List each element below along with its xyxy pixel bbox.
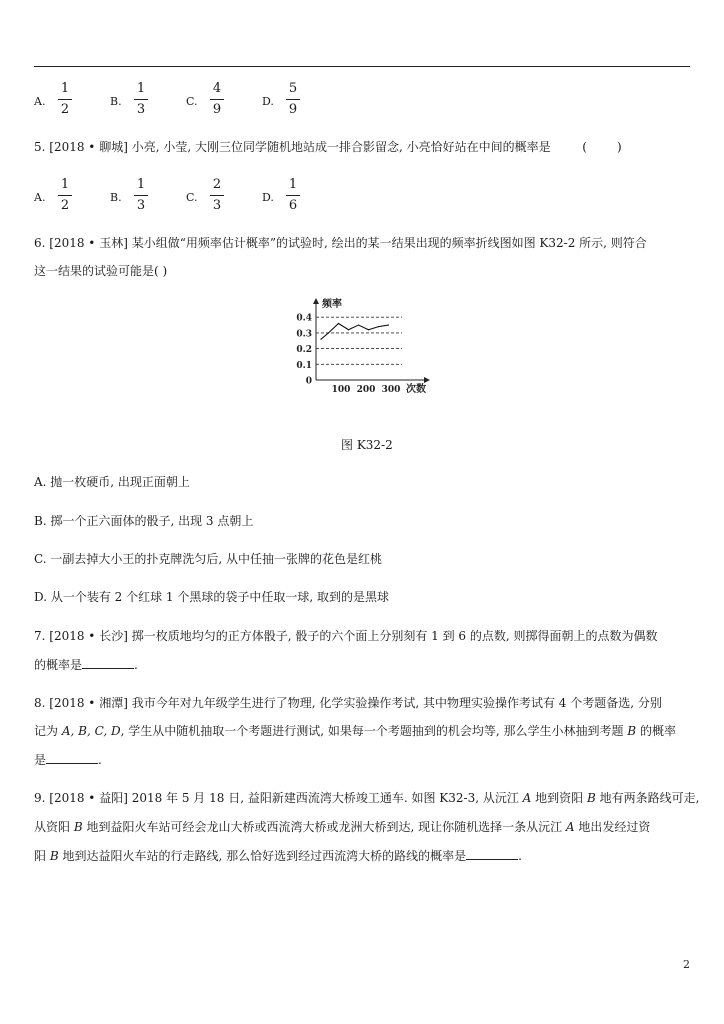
denominator: 6 xyxy=(288,198,298,213)
q5-options xyxy=(34,176,434,220)
frequency-series-line xyxy=(321,323,389,339)
q9-text: 地到资阳 xyxy=(531,791,587,805)
answer-paren-close: ) xyxy=(616,140,622,154)
numerator: 1 xyxy=(136,81,146,96)
period: . xyxy=(134,658,138,672)
fraction xyxy=(286,80,300,119)
option-label: D. xyxy=(262,191,274,204)
denominator: 3 xyxy=(136,102,146,117)
q8-text: , 学生从中随机抽取一个考题进行测试, 如果每一个考题抽到的机会均等, 那么学生小林抽到考题 xyxy=(120,724,628,738)
period: . xyxy=(98,753,102,767)
fraction xyxy=(210,80,224,119)
fraction xyxy=(286,176,300,215)
figure-caption: 图 K32-2 xyxy=(341,438,393,452)
q8-text: 是 xyxy=(34,753,47,767)
q9-text: 地有两条路线可走, xyxy=(595,791,700,805)
x-axis-arrow xyxy=(424,377,430,383)
fraction xyxy=(58,176,72,215)
x-axis-title: 次数 xyxy=(406,384,426,395)
answer-paren-open: ( xyxy=(582,140,587,154)
q6-option-b: B. 掷一个正六面体的骰子, 出现 3 点朝上 xyxy=(34,514,254,528)
math-var: B xyxy=(627,724,637,738)
frequency-line-chart xyxy=(292,292,442,400)
x-tick-label: 300 xyxy=(381,385,401,395)
q6-option-a: A. 抛一枚硬币, 出现正面朝上 xyxy=(34,475,190,489)
numerator: 5 xyxy=(288,81,298,96)
numerator: 2 xyxy=(212,177,222,192)
q6-option-c: C. 一副去掉大小王的扑克牌洗匀后, 从中任抽一张牌的花色是红桃 xyxy=(34,552,383,566)
denominator: 9 xyxy=(212,102,222,117)
math-var: A xyxy=(565,820,575,834)
q8-text: 记为 xyxy=(34,724,62,738)
q7-text: 的概率是 xyxy=(34,658,83,672)
q6-stem-line2: 这一结果的试验可能是( ) xyxy=(34,264,168,278)
math-var: B xyxy=(49,849,59,863)
q4-options xyxy=(34,80,434,124)
answer-blank[interactable] xyxy=(466,849,518,860)
answer-blank[interactable] xyxy=(82,658,134,669)
option-label: D. xyxy=(262,95,274,108)
q8-text: 的概率 xyxy=(636,724,676,738)
q9-text: 9. [2018 • 益阳] 2018 年 5 月 18 日, 益阳新建西流湾大桥竣工通车. 如图 K32-3, 从沅江 xyxy=(34,791,523,805)
math-var: B xyxy=(586,791,596,805)
math-var: A xyxy=(522,791,532,805)
y-tick-label: 0.1 xyxy=(296,360,312,371)
q7-stem-line1: 7. [2018 • 长沙] 掷一枚质地均匀的正方体骰子, 骰子的六个面上分别刻有 1 到 6 的点数, 则掷得面朝上的点数为偶数 xyxy=(34,629,658,643)
fraction xyxy=(134,80,148,119)
denominator: 2 xyxy=(60,102,70,117)
numerator: 1 xyxy=(60,177,70,192)
y-tick-label: 0.2 xyxy=(296,345,312,356)
denominator: 3 xyxy=(212,198,222,213)
fraction xyxy=(134,176,148,215)
q5-prefix: 5. [2018 • 聊城] xyxy=(34,140,128,154)
data-point xyxy=(358,324,359,325)
q9-text: 阳 xyxy=(34,849,50,863)
y-tick-label: 0.3 xyxy=(296,329,312,340)
option-label: C. xyxy=(186,95,198,108)
q8-stem-line2 xyxy=(34,723,676,739)
q9-text: 地到达益阳火车站的行走路线, 那么恰好选到经过西流湾大桥的路线的概率是 xyxy=(58,849,467,863)
q5-text: 小亮, 小莹, 大刚三位同学随机地站成一排合影留念, 小亮恰好站在中间的概率是 xyxy=(131,140,551,154)
denominator: 3 xyxy=(136,198,146,213)
q9-text: 地出发经过资 xyxy=(574,820,651,834)
q9-stem-line3 xyxy=(34,848,522,864)
numerator: 4 xyxy=(212,81,222,96)
answer-blank[interactable] xyxy=(46,753,98,764)
q9-stem-line2 xyxy=(34,819,650,835)
y-axis-title: 频率 xyxy=(322,299,342,310)
numerator: 1 xyxy=(136,177,146,192)
q8-stem-line3 xyxy=(34,752,102,768)
y-axis-arrow xyxy=(313,298,319,304)
q6-stem-line1: 6. [2018 • 玉林] 某小组做“用频率估计概率”的试验时, 绘出的某一结果出现的频率折线图如图 K32-2 所示, 则符合 xyxy=(34,236,647,250)
numerator: 1 xyxy=(288,177,298,192)
numerator: 1 xyxy=(60,81,70,96)
q9-text: 从资阳 xyxy=(34,820,74,834)
period: . xyxy=(518,849,522,863)
q5-stem xyxy=(34,139,622,155)
denominator: 9 xyxy=(288,102,298,117)
y-tick-label: 0.4 xyxy=(296,313,312,324)
option-label: A. xyxy=(34,191,46,204)
q8-stem-line1: 8. [2018 • 湘潭] 我市今年对九年级学生进行了物理, 化学实验操作考试, 其中物理实验操作考试有 4 个考题备选, 分别 xyxy=(34,696,662,710)
data-point xyxy=(368,329,369,330)
option-label: B. xyxy=(110,95,122,108)
data-point xyxy=(388,324,389,325)
x-tick-label: 100 xyxy=(331,385,351,395)
fraction xyxy=(210,176,224,215)
option-label: A. xyxy=(34,95,46,108)
x-tick-label: 200 xyxy=(356,385,376,395)
top-rule xyxy=(34,66,690,67)
math-vars: A, B, C, D xyxy=(61,724,121,738)
data-point xyxy=(338,323,339,324)
option-label: C. xyxy=(186,191,198,204)
data-point xyxy=(320,339,321,340)
fraction xyxy=(58,80,72,119)
q7-stem-line2 xyxy=(34,657,138,673)
option-label: B. xyxy=(110,191,122,204)
q9-stem-line1 xyxy=(34,790,699,806)
q6-option-d: D. 从一个装有 2 个红球 1 个黑球的袋子中任取一球, 取到的是黑球 xyxy=(34,590,389,604)
page-number: 2 xyxy=(683,958,690,971)
data-point xyxy=(378,326,379,327)
math-var: B xyxy=(73,820,83,834)
q9-text: 地到益阳火车站可经会龙山大桥或西流湾大桥或龙洲大桥到达, 现让你随机选择一条从沅江 xyxy=(82,820,566,834)
data-point xyxy=(328,332,329,333)
denominator: 2 xyxy=(60,198,70,213)
y-tick-label: 0 xyxy=(305,376,312,387)
data-point xyxy=(348,329,349,330)
chart-plot-area xyxy=(296,297,430,395)
